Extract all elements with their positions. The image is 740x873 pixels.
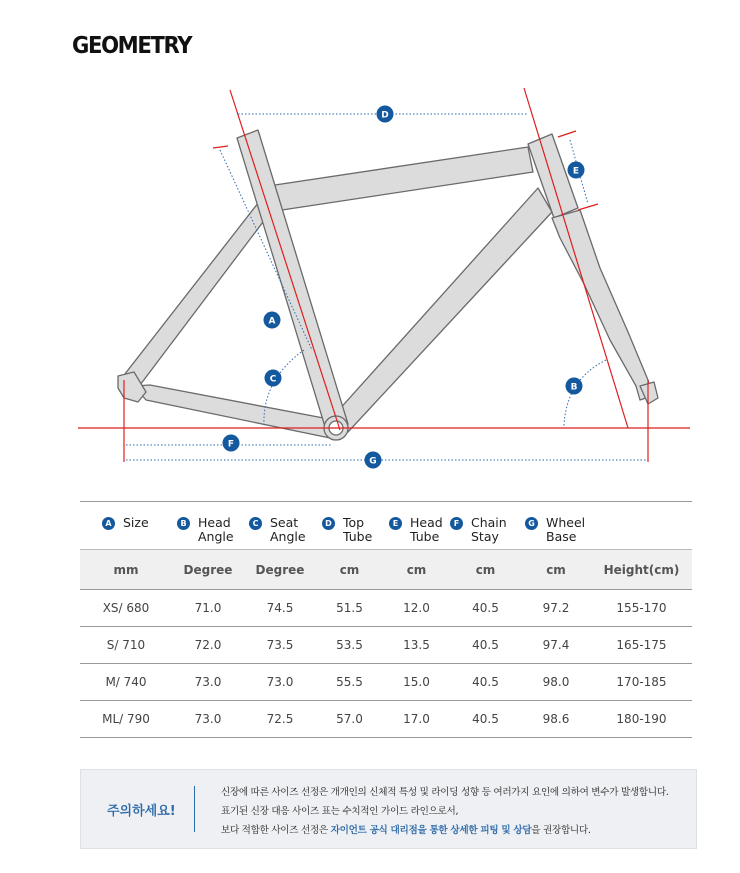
notice-line-3: 보다 적합한 사이즈 선정은 자이언트 공식 대리점을 통한 상세한 피팅 및 상담을 권장합니다.: [221, 825, 591, 836]
badge-a: [264, 312, 281, 329]
table-row: [80, 701, 692, 738]
unit-cell: Height(cm): [603, 562, 680, 577]
badge-icon: C: [249, 517, 262, 530]
cell-height: 180-190: [616, 712, 667, 726]
svg-text:A: A: [268, 316, 276, 327]
header-chain-stay: F Chain Stay: [450, 502, 521, 550]
header-size: A Size: [80, 502, 172, 550]
header-empty: [591, 502, 692, 550]
cell-head-tube: 15.0: [403, 675, 430, 689]
unit-cell: cm: [475, 562, 496, 577]
svg-text:C: C: [269, 374, 277, 385]
badge-g: [365, 452, 382, 469]
notice-title: 주의하세요!: [107, 804, 176, 819]
geometry-table: [80, 501, 692, 738]
cell-wheel-base: 98.0: [542, 675, 570, 689]
page-title: GEOMETRY: [72, 33, 192, 59]
cell-height: 170-185: [616, 675, 667, 689]
notice-box: [80, 769, 697, 849]
svg-text:E: E: [572, 166, 580, 177]
badge-icon: A: [102, 517, 115, 530]
unit-cell: Degree: [255, 562, 305, 577]
cell-height: 155-170: [616, 601, 667, 615]
unit-cell: cm: [339, 562, 360, 577]
svg-text:B: B: [570, 382, 578, 393]
cell-seat-angle: 74.5: [266, 601, 294, 615]
cell-head-tube: 12.0: [403, 601, 430, 615]
cell-size: ML/ 790: [102, 712, 150, 726]
cell-head-tube: 17.0: [403, 712, 430, 726]
cell-chain-stay: 40.5: [472, 712, 499, 726]
cell-height: 165-175: [616, 638, 667, 652]
notice-divider: [194, 786, 195, 832]
cell-wheel-base: 97.4: [542, 638, 570, 652]
unit-cell: cm: [546, 562, 566, 577]
badge-f: [223, 435, 240, 452]
badge-d: [377, 106, 394, 123]
badge-e: [568, 162, 585, 179]
header-head-tube: E Head Tube: [383, 502, 450, 550]
table-header-row: [80, 502, 692, 550]
cell-top-tube: 53.5: [336, 638, 363, 652]
svg-text:G: G: [369, 456, 377, 467]
cell-head-angle: 73.0: [194, 712, 222, 726]
header-wheel-base: G Wheel Base: [521, 502, 591, 550]
badge-icon: G: [525, 517, 538, 530]
cell-top-tube: 51.5: [336, 601, 363, 615]
cell-head-angle: 73.0: [194, 675, 222, 689]
badge-icon: D: [322, 517, 335, 530]
notice-text: [221, 783, 669, 840]
notice-highlight: 자이언트 공식 대리점을 통한 상세한 피팅 및 상담: [330, 825, 532, 836]
cell-head-angle: 71.0: [194, 601, 222, 615]
svg-text:F: F: [227, 439, 235, 450]
cell-seat-angle: 72.5: [266, 712, 294, 726]
units-row: [80, 550, 692, 590]
badge-c: [265, 370, 282, 387]
cell-wheel-base: 98.6: [542, 712, 570, 726]
cell-wheel-base: 97.2: [542, 601, 570, 615]
unit-cell: Degree: [183, 562, 233, 577]
header-head-angle: B Head Angle: [172, 502, 244, 550]
badge-icon: B: [177, 517, 190, 530]
cell-head-tube: 13.5: [403, 638, 430, 652]
cell-seat-angle: 73.5: [266, 638, 294, 652]
cell-size: XS/ 680: [102, 601, 150, 615]
cell-top-tube: 57.0: [336, 712, 363, 726]
svg-text:D: D: [381, 110, 389, 121]
cell-top-tube: 55.5: [336, 675, 363, 689]
unit-cell: mm: [113, 562, 139, 577]
cell-head-angle: 72.0: [194, 638, 222, 652]
table-row: [80, 590, 692, 627]
badge-icon: E: [389, 517, 402, 530]
notice-line-2: 표기된 신장 대응 사이즈 표는 수치적인 가이드 라인으로서,: [221, 806, 459, 817]
cell-chain-stay: 40.5: [472, 675, 499, 689]
cell-chain-stay: 40.5: [472, 638, 499, 652]
cell-chain-stay: 40.5: [472, 601, 499, 615]
header-seat-angle: C Seat Angle: [244, 502, 316, 550]
cell-size: S/ 710: [106, 638, 146, 652]
table-row: [80, 664, 692, 701]
badge-b: [566, 378, 583, 395]
badge-icon: F: [450, 517, 463, 530]
unit-cell: cm: [406, 562, 427, 577]
cell-size: M/ 740: [105, 675, 147, 689]
table-row: [80, 627, 692, 664]
notice-line-1: 신장에 따른 사이즈 선정은 개개인의 신체적 특성 및 라이딩 성향 등 여러가지 요인에 의하여 변수가 발생합니다.: [221, 787, 669, 798]
cell-seat-angle: 73.0: [266, 675, 294, 689]
header-top-tube: D Top Tube: [316, 502, 383, 550]
